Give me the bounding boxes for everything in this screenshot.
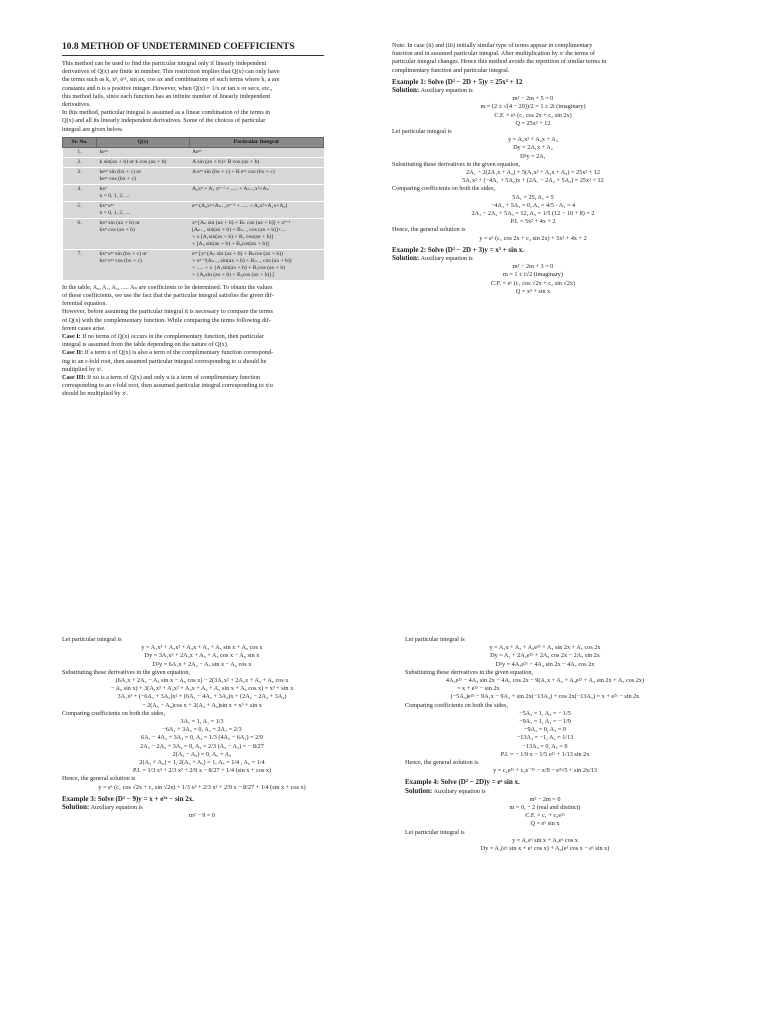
equation-line: (−5A₃)e²ˣ − 9A₁x − 9A₂ + sin 2x(−13A₄) + cos 2x(−13A₅) = x + e²ˣ − sin 2x: [450, 693, 640, 701]
solution-text: Auxiliary equation is: [419, 255, 473, 263]
equation-line: P.I. = 1/3 x³ + 2/3 x² + 2/9 x − 8/27 + 1/4 (sin x + cos x): [132, 767, 272, 775]
equation-line: P.I. = − 1/9 x − 1/5 e²ˣ + 1/13 sin 2x: [500, 750, 590, 758]
text-line: Hence, the general solution is: [62, 775, 136, 783]
equation-line: −4A₁ + 5A₂ = 0, A₂ = 4/5 · A₁ = 4: [490, 201, 576, 209]
solution-line: [392, 254, 674, 263]
row-number: 4.: [63, 184, 97, 201]
text-line: derivatives of Q(x) are finite in number. This restriction implies that Q(x) can only have: [62, 68, 280, 76]
cell-line: Aeᵃˣ: [192, 148, 202, 155]
text-line: the terms such as k, xⁿ, eᵃˣ, sin ax, cos ax and combinations of such terms where k, a are: [62, 76, 280, 84]
qx-cell: [97, 201, 190, 218]
equation-line: 2A₁ − 2(2A₁x + A₂) + 5(A₁x² + A₂x + A₃) = 25x² + 12: [466, 169, 600, 177]
cell-line: eᵃˣ (A₀xⁿ+Aₙ₋₁xⁿ⁻¹ + ..... + A₂x²+A₁x+A₀): [192, 202, 288, 209]
row-number: 6.: [63, 218, 97, 249]
equation-line: m = (2 ± √(4 − 20))/2 = 1 ± 2i (imaginary): [480, 103, 586, 111]
table-row: [63, 157, 324, 167]
text-line: [62, 382, 324, 390]
cell-line: n = 0, 1, 2, ....: [99, 209, 131, 216]
text-line: Substituting these derivatives in the given equation,: [62, 668, 191, 676]
row-number: 1.: [63, 147, 97, 157]
cell-line: A₀xⁿ + A₁ xⁿ⁻¹ + ..... + Aₙ₋₁x¹+Aₙ: [192, 185, 269, 192]
case-text: multiplied by xʳ.: [62, 365, 103, 373]
cell-line: keᵃˣ cos (bx + c): [99, 175, 136, 182]
equation-line: 4A₃e²ˣ − 4A₄ sin 2x − 4A₅ cos 2x − 9(A₁x + A₂ + A₃e²ˣ + A₄ sin 2x + A₅ cos 2x): [445, 677, 645, 685]
case-text: integral is assumed from the table depending on the nature of Q(x).: [62, 341, 229, 349]
cases-list: [62, 333, 324, 399]
case-paragraph: [62, 374, 324, 399]
example-1-working: [392, 95, 674, 243]
example-3-title: Example 3: Solve (D² − 9)y = x + e²ˣ − sin 2x.: [62, 794, 195, 803]
equation-line: D²y = 6A₁x + 2A₂ − A₅ sin x − A₆ cos x: [152, 660, 252, 668]
text-line: [62, 333, 324, 341]
equation-line: Q = 25x² + 12: [515, 119, 551, 127]
text-line: However, before assuming the particular integral it is necessary to compare the terms: [62, 308, 273, 316]
text-line: [62, 341, 324, 349]
text-line: of these coefficients, we use the fact that the particular integral satisfies the given dif-: [62, 292, 274, 300]
text-line: [62, 374, 324, 382]
equation-line: Dy = A₁(eˣ sin x + eˣ cos x) + A₂(eˣ cos x − eˣ sin x): [480, 845, 610, 853]
equation-line: Dy = 3A₁x² + 2A₂x + A₃ + A₅ cos x − A₆ sin x: [144, 652, 260, 660]
case-label: Case I:: [62, 333, 81, 341]
equation-line: D²y = 4A₃e²ˣ − 4A₄ sin 2x − 4A₅ cos 2x: [495, 660, 595, 668]
table-header-row: [63, 137, 324, 147]
equation-line: y = A₁x³ + A₂x² + A₃x + A₄ + A₅ sin x + A₆ cos x: [141, 644, 263, 652]
text-line: particular integral changes. Hence this method avoids the repetition of similar terms in: [392, 58, 607, 66]
equation-line: Q = eˣ sin x: [530, 820, 560, 828]
cell-line: kxⁿ eᵃˣ: [99, 202, 114, 209]
equation-line: y = eˣ (c₁ cos √2x + c₂ sin √2x) + 1/3 x³ + 2/3 x² + 2/9 x − 8/27 + 1/4 (sin x + cos x): [98, 783, 306, 791]
header-sr-no: Sr. No.: [63, 137, 97, 147]
text-line: Let particular integral is: [62, 636, 122, 643]
text-line: Substituting these derivatives in the given equation,: [392, 160, 521, 168]
particular-integral-cell: [189, 249, 323, 280]
table-row: [63, 147, 324, 157]
cell-line: kxⁿ eᵃˣ sin (bx + c) or: [99, 250, 148, 257]
solution-text: Auxiliary equation is: [432, 787, 486, 795]
row-number: 7.: [63, 249, 97, 280]
qx-cell: [97, 184, 190, 201]
text-line: function and in assumed particular integral. After multiplication by xʳ the terms of: [392, 50, 595, 58]
cell-line: keᵃˣ: [99, 148, 108, 155]
example-2-continued: [62, 636, 342, 792]
cell-line: kxⁿ sin (ax + b) or: [99, 219, 140, 226]
top-left-column: [62, 42, 324, 399]
header-qx: Q(x): [97, 137, 190, 147]
case-text: ing to an r-fold root, then assumed particular integral corresponding to u should be: [62, 357, 267, 365]
equation-line: = x + e²ˣ − sin 2x: [457, 685, 500, 693]
bottom-right-column: [405, 636, 685, 853]
equation-line: m² − 2m + 5 = 0: [512, 95, 554, 103]
equation-line: m = 0, − 2 (real and distinct): [509, 804, 581, 812]
table-row: [63, 249, 324, 280]
text-line: Q(x) and all its linearly independent derivatives. Some of the choices of particular: [62, 117, 266, 125]
equation-line: 3A₁x³ + (−6A₁ + 3A₂)x² + (6A₁ − 4A₂ + 3A₃)x + (2A₂ − 2A₃ + 3A₄): [117, 693, 287, 701]
intro-paragraph: [62, 60, 324, 134]
cell-line: A eᵃˣ sin (bx + c) + B eᵃˣ cos (bx + c): [192, 168, 275, 175]
equation-line: 6A₁ − 4A₂ + 3A₃ = 0, A₃ = 1/3 (4A₂ − 6A₁) = 2/9: [140, 734, 264, 742]
bottom-left-column: [62, 636, 342, 820]
text-line: In this method, particular integral is assumed as a linear combination of the terms in: [62, 109, 271, 117]
equation-line: 2(A₅ − A₆) = 0, A₅ = A₆: [172, 750, 232, 758]
example-2-title: Example 2: Solve (D² − 2D + 3)y = x³ + sin x.: [392, 245, 524, 254]
row-number: 2.: [63, 157, 97, 167]
equation-line: m² − 2m = 0: [529, 795, 561, 803]
case-text: If a term u of Q(x) is also a term of the complimentary function correspond-: [83, 349, 274, 357]
example-4-title: Example 4: Solve (D² − 2D)y = eˣ sin x.: [405, 778, 520, 787]
solution-label: Solution:: [392, 254, 420, 263]
equation-line: 2A₂ − 2A₃ + 3A₄ = 0, A₄ = 2/3 (A₃ − A₂) = − 8/27: [140, 742, 264, 750]
equation-line: 5A₁ = 25, A₁ = 5: [512, 193, 554, 201]
table-row: [63, 218, 324, 249]
particular-integral-cell: [189, 147, 323, 157]
cell-line: + x [A₁sin(ax + b) + B₁ cos(ax + b)]: [192, 233, 274, 240]
example-3-continued: [405, 636, 685, 775]
text-line: Let particular integral is: [392, 128, 452, 136]
section-title: 10.8 METHOD OF UNDETERMINED COEFFICIENTS: [62, 42, 324, 56]
qx-cell: [97, 249, 190, 280]
text-line: Hence, the general solution is: [392, 226, 466, 234]
solution-label: Solution:: [62, 803, 90, 812]
particular-integral-cell: [189, 157, 323, 167]
solution-line: [392, 86, 674, 95]
example-4-working: [405, 796, 685, 853]
text-line: Comparing coefficients on both the sides,: [392, 185, 495, 193]
text-line: complimentary function and particular integral.: [392, 66, 510, 74]
cell-line: n = 0, 1, 2, ...: [99, 192, 130, 199]
equation-line: (6A₁x + 2A₂ − A₅ sin x − A₆ cos x) − 2(3A₁x² + 2A₂x + A₃ + A₅ cos x: [115, 677, 289, 685]
equation-line: y = A₁eˣ sin x + A₂eˣ cos x: [512, 836, 578, 844]
equation-line: − 2(A₅ − A₆)cos x + 2(A₅ + A₆)sin x = x³ + sin x: [142, 701, 262, 709]
equation-line: −13A₄ = −1, A₄ = 1/13: [516, 734, 574, 742]
text-line: Comparing coefficients on both the sides,: [62, 709, 165, 717]
case-text: If xu is a term of Q(x) and only u is a term of complimentary function: [85, 374, 261, 382]
equation-line: 5A₁x² + (−4A₁ + 5A₂)x + (2A₁ − 2A₂ + 5A₃) = 25x² + 12: [462, 177, 604, 185]
equation-line: Dy = 2A₁x + A₂: [513, 144, 553, 152]
cell-line: [Aₙ₋₁ sin(ax + b) + Bₙ₋₁ cos (ax + b)]+....: [192, 226, 287, 233]
equation-line: −13A₅ = 0, A₅ = 0: [522, 742, 568, 750]
text-line: constants and n is a positive integer. However, when Q(x) = 1/x or tan x or secx, etc.,: [62, 84, 273, 92]
particular-integral-table: [62, 137, 324, 281]
text-line: derivatives.: [62, 101, 91, 109]
text-line: In the table, A₀, A₁, A₂, ..... Aₙ are coefficients to be determined. To obtain the values: [62, 283, 273, 291]
text-line: ferent cases arise.: [62, 324, 106, 332]
case-text: corresponding to an r-fold root, then assumed particular integral corresponding to xʳu: [62, 382, 273, 390]
solution-label: Solution:: [405, 786, 433, 795]
equation-line: −6A₁ + 3A₂ = 0, A₂ = 2A₁ = 2/3: [162, 726, 242, 734]
qx-cell: [97, 157, 190, 167]
equation-line: −5A₃ = 1, A₃ = − 1/5: [519, 709, 571, 717]
text-line: [62, 349, 324, 357]
cell-line: kxⁿ cos (ax + b): [99, 226, 135, 233]
text-line: Let particular integral is: [405, 828, 465, 836]
text-line: integral are given below.: [62, 125, 124, 133]
cell-line: k sin(ax + b) or k cos (ax + b): [99, 158, 167, 165]
equation-line: m² − 2m + 3 = 0: [512, 263, 554, 271]
text-line: [62, 366, 324, 374]
solution-label: Solution:: [392, 86, 420, 95]
equation-line: 2(A₅ + A₆) = 1, 2(A₅ + A₅) = 1, A₅ = 1/4 , A₆ = 1/4: [139, 759, 265, 767]
particular-integral-cell: [189, 184, 323, 201]
cell-line: kxⁿ eᵃˣ cos (bx + c): [99, 257, 142, 264]
equation-line: y = eˣ (c₁ cos 2x + c₂ sin 2x) + 5x² + 4x + 2: [479, 234, 587, 242]
equation-line: D²y = 2A₁: [520, 152, 546, 160]
text-line: this method fails, since each function has an infinite number of linearly independent: [62, 92, 271, 100]
cell-line: + ..... + x {A₁sin(ax + b) + B₁cos (ax + b): [192, 264, 286, 271]
equation-line: m² − 9 = 0: [188, 812, 216, 820]
text-line: [62, 390, 324, 398]
particular-integral-cell: [189, 201, 323, 218]
solution-line: [62, 803, 342, 812]
equation-line: C.F. = eˣ (c₁ cos √2x + c₂ sin √2x): [490, 279, 576, 287]
equation-line: P.I. = 5x² + 4x + 2: [510, 218, 556, 226]
top-right-column: [392, 42, 674, 296]
solution-line: [405, 787, 685, 796]
equation-line: y = A₁x + A₂ + A₃e²ˣ + A₄ sin 2x + A₅ cos 2x: [489, 644, 601, 652]
solution-text: Auxiliary equation is: [419, 87, 473, 95]
cell-line: eᵃˣ [xⁿ (Aₙ sin (ax + b) + Bₙcos (ax + b)): [192, 250, 283, 257]
example-1-title: Example 1: Solve (D² − 2D + 5)y = 25x² + 12: [392, 77, 523, 86]
equation-line: −9A₂ = 0, A₂ = 0: [524, 726, 566, 734]
equation-line: − A₆ sin x) + 3(A₁x³ + A₂x² + A₃x + A₄ + A₅ sin x + A₆ cos x) = x³ + sin x: [110, 685, 294, 693]
qx-cell: [97, 218, 190, 249]
case-paragraph: [62, 333, 324, 349]
qx-cell: [97, 147, 190, 157]
text-line: Substituting these derivatives in the given equation,: [405, 668, 534, 676]
text-line: Comparing coefficients on both the sides,: [405, 701, 508, 709]
equation-line: C.F. = eˣ (c₁ cos 2x + c₂ sin 2x): [494, 111, 572, 119]
text-line: ferential equation.: [62, 300, 108, 308]
case-text: If no terms of Q(x) occurs in the complementary function, then particular: [80, 333, 264, 341]
text-line: Hence, the general solution is: [405, 759, 479, 767]
cell-line: kxⁿ: [99, 185, 107, 192]
particular-integral-cell: [189, 218, 323, 249]
cell-line: + {A₀sin (ax + b) + B₀cos (ax + b)}]: [192, 271, 274, 278]
qx-cell: [97, 167, 190, 184]
equation-line: y = c₁e³ˣ + c₂e⁻³ˣ − x/9 − e²ˣ/5 + sin 2x/13: [493, 767, 597, 775]
cell-line: + xⁿ⁻¹(Aₙ₋₁ sin(ax + b) + Bₙ₋₁ cos (ax + b)): [192, 257, 292, 264]
row-number: 5.: [63, 201, 97, 218]
table-row: [63, 201, 324, 218]
example-2-working: [392, 263, 674, 296]
solution-text: Auxiliary equation is: [89, 804, 143, 812]
case-label: Case II:: [62, 349, 84, 357]
equation-line: 2A₁ − 2A₂ + 5A₃ = 12, A₃ = 1/5 (12 − 10 + 8) = 2: [471, 210, 595, 218]
cell-line: + [A₀ sin(ax + b) + B₀cos(ax + b)]: [192, 240, 269, 247]
example-3-working: [62, 812, 342, 820]
case-text: should be multiplied by xʳ.: [62, 390, 129, 398]
case-paragraph: [62, 349, 324, 374]
table-row: [63, 184, 324, 201]
cell-line: xⁿ [Aₙ sin (ax + b) + Bₙ cos (ax + b)] + xⁿ⁻¹: [192, 219, 291, 226]
text-line: Let particular integral is: [405, 636, 465, 643]
particular-integral-cell: [189, 167, 323, 184]
table-row: [63, 167, 324, 184]
after-table-paragraph: [62, 284, 324, 333]
equation-line: C.F. = c₁ + c₂e²ˣ: [525, 812, 565, 820]
cell-line: keᵃˣ sin (bx + c) or: [99, 168, 142, 175]
equation-line: 3A₁ = 1, A₁ = 1/3: [180, 718, 224, 726]
equation-line: −9A₁ = 1, A₁ = − 1/9: [519, 718, 571, 726]
equation-line: Q = x³ + sin x: [515, 287, 551, 295]
equation-line: m = 1 ± i√2 (imaginary): [503, 271, 563, 279]
note-paragraph: [392, 42, 674, 75]
row-number: 3.: [63, 167, 97, 184]
text-line: [62, 358, 324, 366]
cell-line: A sin (ax + b)+ B cos (ax + b): [192, 158, 260, 165]
case-label: Case III:: [62, 374, 86, 382]
text-line: This method can be used to find the particular integral only if linearly independent: [62, 60, 267, 67]
equation-line: y = A₁x² + A₂x + A₃: [508, 136, 558, 144]
text-line: of Q(x) with the complementary function. While comparing the terms following dif-: [62, 316, 271, 324]
equation-line: Dy = A₁ + 2A₃e²ˣ + 2A₄ cos 2x − 2A₅ sin 2x: [490, 652, 600, 660]
text-line: Note: In case (ii) and (iii) initially similar type of terms appear in complimentary: [392, 42, 593, 49]
header-particular-integral: Particular Integral: [189, 137, 323, 147]
